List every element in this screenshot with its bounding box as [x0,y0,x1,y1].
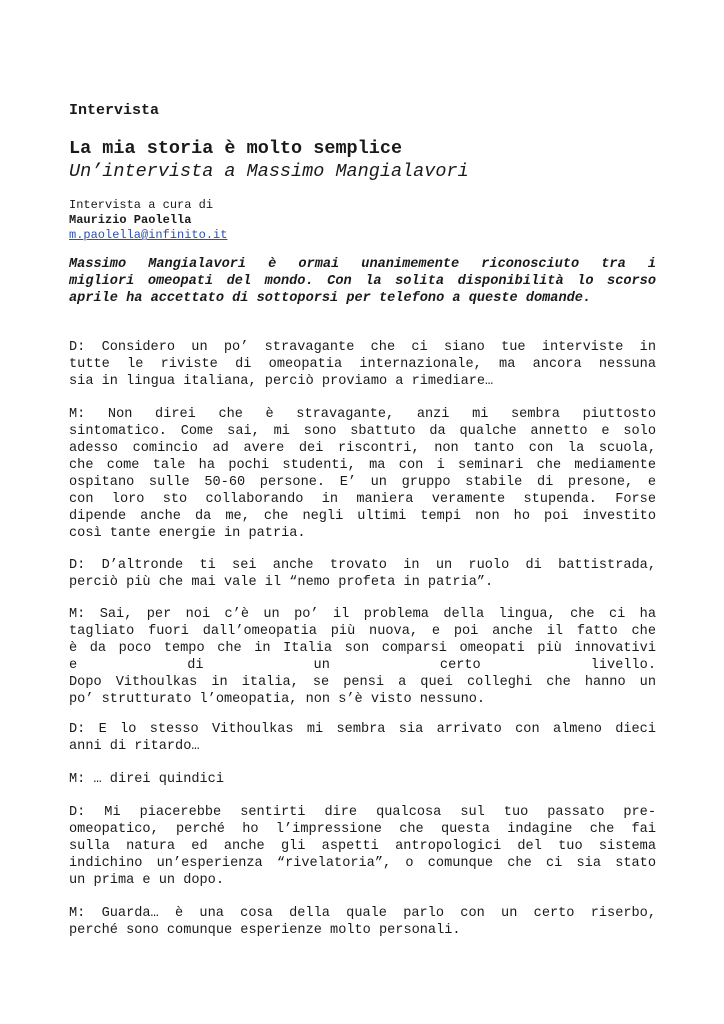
paragraph-line: perché sono comunque esperienze molto personali. [69,923,461,938]
paragraph-line: sia in lingua italiana, perciò proviamo a rimediare… [69,374,494,389]
lead-paragraph [69,256,656,307]
paragraph-line: perciò più che mai vale il “nemo profeta in patria”. [69,575,494,590]
paragraph-line: Dopo Vithoulkas in italia, se pensi a quei colleghi che hanno un [69,675,656,690]
interview-paragraph [69,557,656,591]
lead-line: migliori omeopati del mondo. Con la solita disponibilità lo scorso [69,274,656,289]
author-email-link[interactable]: m.paolella@infinito.it [69,228,228,242]
paragraph-line: D: Mi piacerebbe sentirti dire qualcosa sul tuo passato pre- [69,805,656,820]
lead-line: aprile ha accettato di sottoporsi per telefono a queste domande. [69,291,592,306]
paragraph-line: M: Sai, per noi c’è un po’ il problema della lingua, che ci ha [69,607,656,622]
paragraph-line: tutte le riviste di omeopatia internazionale, ma ancora nessuna [69,357,656,372]
paragraph-line: D: E lo stesso Vithoulkas mi sembra sia arrivato con almeno dieci [69,722,656,737]
paragraph-line: adesso comincio ad avere dei riscontri, non tanto con la scuola, [69,441,656,456]
paragraph-line: così tante energie in patria. [69,526,306,541]
interview-paragraph [69,905,656,939]
lead-line: Massimo Mangialavori è ormai unanimemente riconosciuto tra i [69,257,656,272]
paragraph-line: D: Considero un po’ stravagante che ci siano tue interviste in [69,340,656,355]
paragraph-line: indichino un’esperienza “rivelatoria”, o comunque che ci sia stato [69,856,656,871]
byline-author: Maurizio Paolella [69,213,192,227]
paragraph-line: dipende anche da me, che negli ultimi tempi non ho poi investito [69,509,656,524]
paragraph-line: omeopatico, perché ho l’impressione che questa indagine che fai [69,822,656,837]
paragraph-line: e di un certo livello. [69,658,656,673]
paragraph-line: D: D’altronde ti sei anche trovato in un ruolo di battistrada, [69,558,656,573]
interview-paragraph [69,339,656,390]
paragraph-line: tagliato fuori dall’omeopatia più nuova, e poi anche il fatto che [69,624,656,639]
paragraph-line: che come tale ha pochi studenti, ma con i seminari che mediamente [69,458,656,473]
paragraph-line: anni di ritardo… [69,739,200,754]
interview-paragraph [69,606,656,708]
paragraph-line: M: Non direi che è stravagante, anzi mi sembra piuttosto [69,407,656,422]
paragraph-line: con loro sto collaborando in maniera veramente stupenda. Forse [69,492,656,507]
paragraph-line: un prima e un dopo. [69,873,224,888]
byline [69,198,227,243]
paragraph-line: M: Guarda… è una cosa della quale parlo con un certo riserbo, [69,906,656,921]
interview-paragraph [69,406,656,542]
paragraph-line: sintomatico. Come sai, mi sono sbattuto da qualche annetto e solo [69,424,656,439]
section-label: Intervista [69,102,160,119]
interview-paragraph [69,721,656,755]
article-subtitle: Un’intervista a Massimo Mangialavori [69,161,469,182]
paragraph-line: sulla natura ed anche gli aspetti antropologici del tuo sistema [69,839,656,854]
paragraph-line: po’ strutturato l’omeopatia, non s’è visto nessuno. [69,692,486,707]
byline-label: Intervista a cura di [69,198,214,212]
paragraph-line: ospitano sulle 50-60 persone. E’ un gruppo stabile di presone, e [69,475,656,490]
paragraph-line: è da poco tempo che in Italia son comparsi omeopati più innovativi [69,641,656,656]
interview-paragraph [69,804,656,889]
paragraph-line: M: … direi quindici [69,772,224,787]
interview-paragraph [69,771,656,788]
article-title: La mia storia è molto semplice [69,138,403,159]
